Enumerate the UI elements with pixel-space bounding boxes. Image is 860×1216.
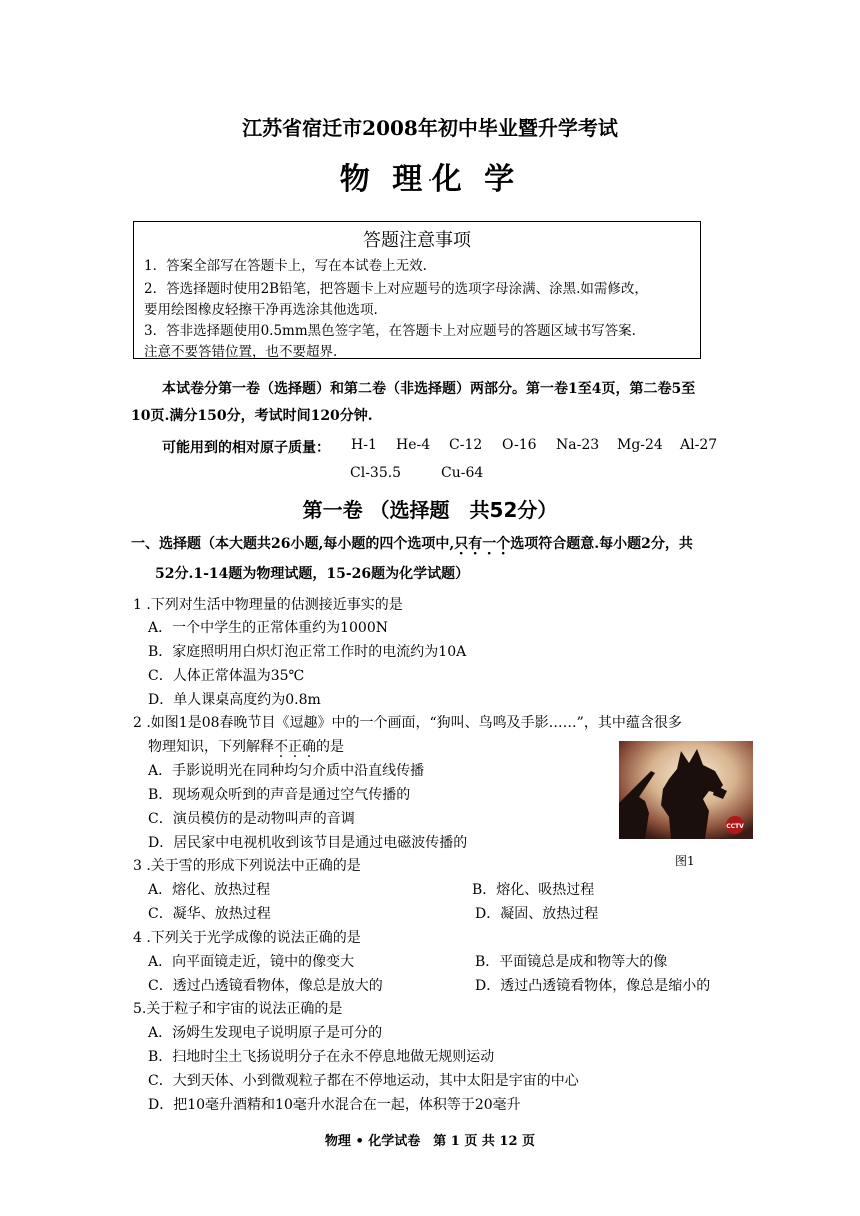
question-option: B．扫地时尘土飞扬说明分子在永不停息地做无规则运动	[148, 1049, 495, 1065]
notice-line: 1．答案全部写在答题卡上，写在本试卷上无效.	[144, 258, 427, 274]
question-option: B．熔化、吸热过程	[472, 882, 595, 898]
subject-chemistry: 化 学	[431, 162, 521, 197]
notice-box	[133, 221, 701, 359]
question-option: C．大到天体、小到微观粒子都在不停地运动，其中太阳是宇宙的中心	[148, 1073, 579, 1089]
section-title: 第一卷 （选择题 共52分）	[302, 498, 558, 522]
question-stem: 1 .下列对生活中物理量的估测接近事实的是	[133, 597, 403, 613]
question-option: A．汤姆生发现电子说明原子是可分的	[148, 1025, 383, 1041]
emphasis-char: 不	[274, 739, 288, 755]
question-option: B．平面镜总是成和物等大的像	[475, 954, 668, 970]
section-heading-part-a: 一、选择题（本大题共26小题,每小题的四个选项中,	[131, 536, 455, 552]
atomic-mass: H-1	[351, 437, 377, 453]
atomic-mass: O-16	[502, 437, 537, 453]
question-option: D．把10毫升酒精和10毫升水混合在一起，体积等于20毫升	[148, 1097, 521, 1113]
notice-line: 2．答选择题时使用2B铅笔，把答题卡上对应题号的选项字母涂满、涂黑.如需修改，	[144, 281, 648, 297]
atomic-mass: C-12	[449, 437, 483, 453]
emphasis-char: 一	[482, 536, 497, 552]
question-option: D．单人课桌高度约为0.8m	[148, 692, 321, 708]
question-option: C．人体正常体温为35℃	[148, 668, 305, 684]
atomic-mass: Na-23	[556, 437, 600, 453]
question-stem: 4 .下列关于光学成像的说法正确的是	[133, 930, 361, 946]
figure-1-caption: 图1	[675, 854, 695, 868]
atomic-mass: Mg-24	[617, 437, 663, 453]
question-option: B．现场观众听到的声音是通过空气传播的	[148, 787, 411, 803]
intro-line-2: 10页.满分150分，考试时间120分钟.	[131, 408, 373, 424]
section-heading-part-b: 选项符合题意.每小题2分，共	[510, 536, 693, 552]
atomic-mass: Cl-35.5	[350, 465, 402, 481]
question-option: A．手影说明光在同种均匀介质中沿直线传播	[148, 763, 425, 779]
atomic-mass-label: 可能用到的相对原子质量：	[162, 440, 330, 456]
emphasis-char: 有	[468, 536, 483, 552]
atomic-mass: Al-27	[680, 437, 718, 453]
question-option: A．一个中学生的正常体重约为1000N	[148, 620, 388, 636]
tv-logo: CCTV	[726, 823, 744, 830]
figure-1-image	[619, 741, 753, 839]
question-option: B．家庭照明用白炽灯泡正常工作时的电流约为10A	[148, 644, 467, 660]
question-stem: 2 .如图1是08春晚节目《逗趣》中的一个画面，“狗叫、鸟鸣及手影……”，其中蕴含很多	[133, 715, 682, 731]
emphasis-char: 个	[496, 536, 511, 552]
shadow-play-illustration	[619, 741, 753, 839]
stem-text: 的是	[316, 739, 344, 755]
notice-line: 3．答非选择题使用0.5mm黑色签字笔，在答题卡上对应题号的答题区域书写答案.	[144, 323, 636, 339]
intro-line-1: 本试卷分第一卷（选择题）和第二卷（非选择题）两部分。第一卷1至4页，第二卷5至	[162, 381, 696, 397]
atomic-mass: Cu-64	[441, 465, 484, 481]
question-option: D．透过凸透镜看物体，像总是缩小的	[475, 978, 711, 994]
question-option: D．居民家中电视机收到该节目是通过电磁波传播的	[148, 835, 468, 851]
question-option: C．演员模仿的是动物叫声的音调	[148, 811, 355, 827]
emphasis-char: 只	[454, 536, 469, 552]
notice-title: 答题注意事项	[363, 230, 471, 251]
atomic-mass: He-4	[396, 437, 431, 453]
section-heading-line-2: 52分.1-14题为物理试题，15-26题为化学试题）	[155, 566, 470, 582]
question-option: D．凝固、放热过程	[475, 906, 599, 922]
subject-title	[0, 154, 860, 198]
question-option: A．熔化、放热过程	[148, 882, 271, 898]
question-option: C．透过凸透镜看物体，像总是放大的	[148, 978, 383, 994]
subject-separator: ·	[428, 175, 432, 187]
question-stem: 3 .关于雪的形成下列说法中正确的是	[133, 858, 361, 874]
emphasis-char: 正	[288, 739, 302, 755]
notice-line: 注意不要答错位置，也不要超界.	[144, 344, 338, 360]
question-stem: 5.关于粒子和宇宙的说法正确的是	[133, 1001, 343, 1017]
notice-line: 要用绘图橡皮轻擦干净再选涂其他选项.	[144, 302, 378, 318]
question-stem-line-2	[148, 736, 344, 756]
subject-physics: 物 理	[339, 162, 429, 197]
section-heading	[131, 533, 693, 553]
question-option: A．向平面镜走近，镜中的像变大	[148, 954, 355, 970]
stem-text: 物理知识，下列解释	[148, 739, 274, 755]
page-footer: 物理 • 化学试卷 第 1 页 共 12 页	[324, 1134, 536, 1149]
question-option: C．凝华、放热过程	[148, 906, 271, 922]
exam-title: 江苏省宿迁市2008年初中毕业暨升学考试	[242, 116, 618, 140]
emphasis-char: 确	[302, 739, 316, 755]
